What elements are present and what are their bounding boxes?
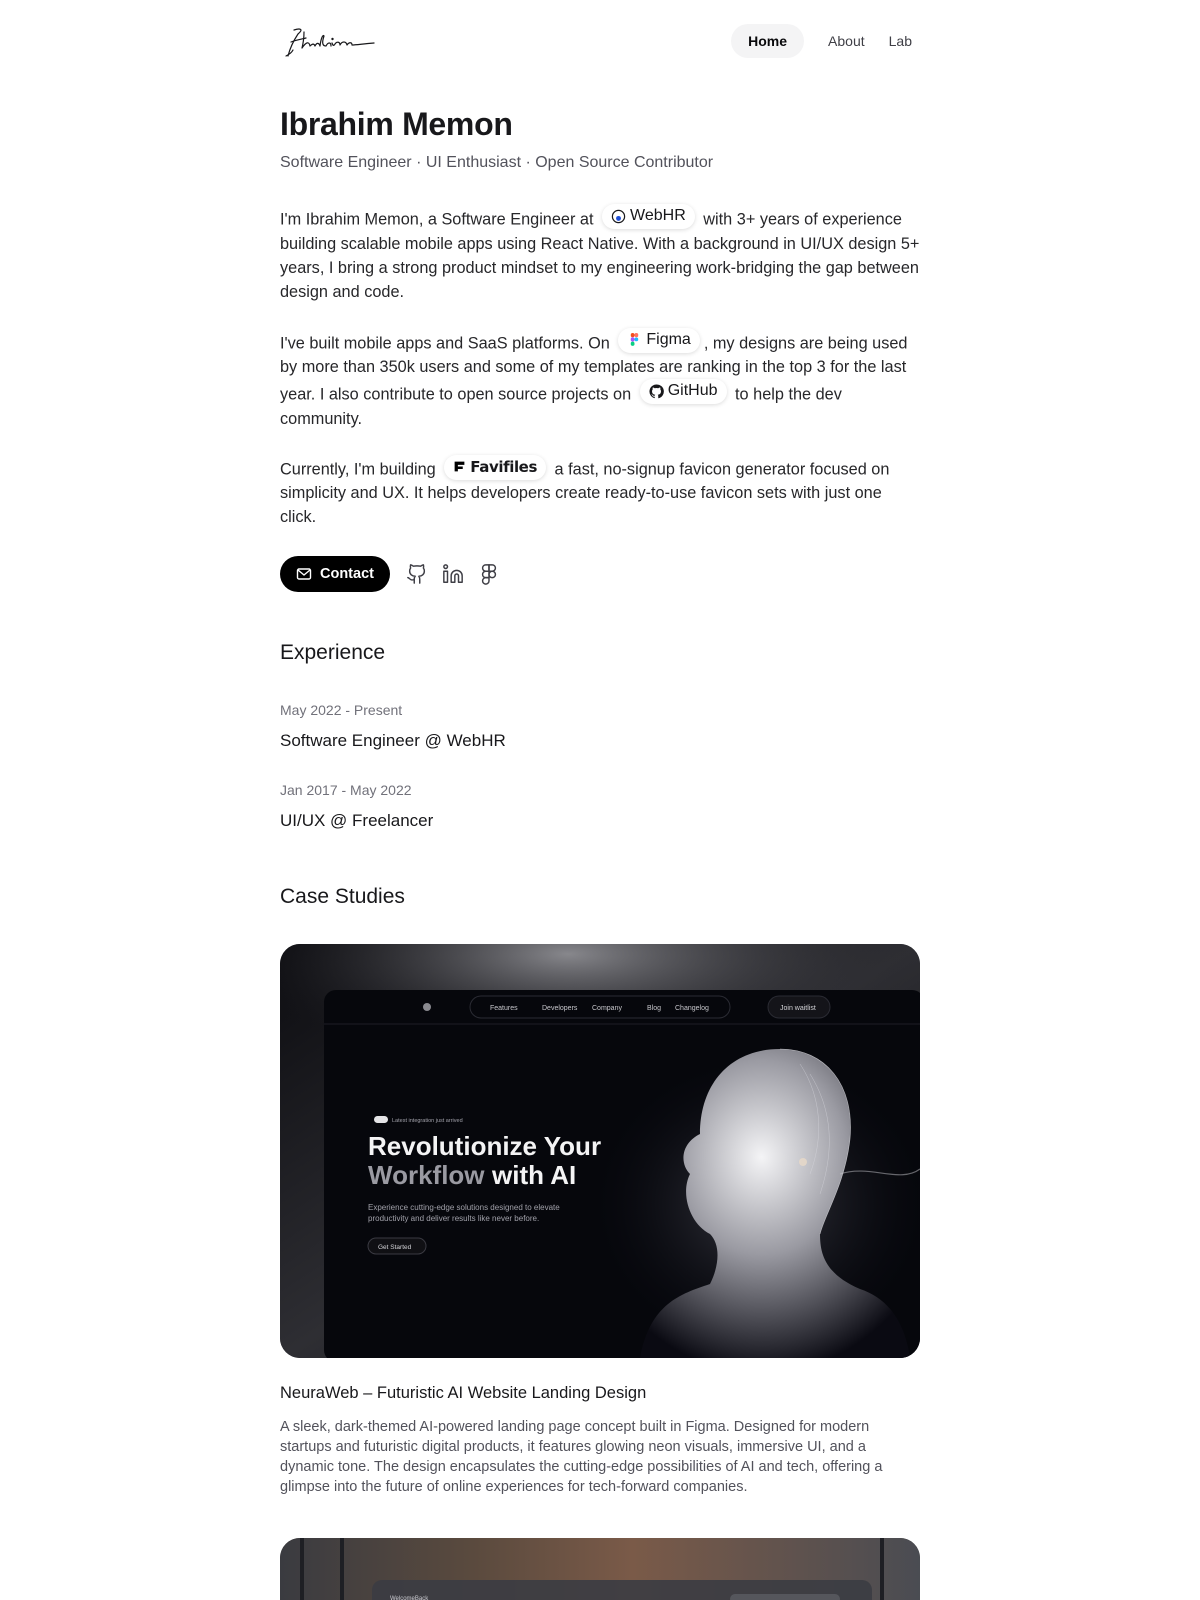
contact-button[interactable] <box>280 556 390 592</box>
contact-actions <box>280 556 500 592</box>
case-study-image[interactable] <box>280 1538 920 1600</box>
site-header <box>280 22 920 62</box>
preview-nav-item: Features <box>490 1005 518 1012</box>
nav-lab[interactable]: Lab <box>888 33 912 49</box>
favifiles-chip-label: Favifiles <box>470 457 537 476</box>
preview-cta: Join waitlist <box>780 1005 816 1012</box>
favifiles-icon <box>453 460 466 473</box>
preview-label: WelcomeBack <box>390 1596 429 1600</box>
bio-text: I've built mobile apps and SaaS platforms. On <box>280 334 610 352</box>
experience-role: Software Engineer @ WebHR <box>280 731 506 750</box>
linkedin-icon <box>442 563 464 585</box>
webhr-icon <box>611 209 626 224</box>
figma-icon <box>627 332 642 347</box>
bio-paragraph-2 <box>280 328 920 431</box>
mail-icon <box>296 566 312 582</box>
preview-subtext: productivity and deliver results like never before. <box>368 1214 540 1223</box>
preview-nav-item: Company <box>592 1005 622 1012</box>
nav-about[interactable]: About <box>828 33 865 49</box>
neuraweb-preview <box>280 944 920 1358</box>
experience-date: May 2022 - Present <box>280 702 403 718</box>
case-studies-title: Case Studies <box>280 885 405 908</box>
github-chip-label: GitHub <box>667 382 718 399</box>
bio-text: I'm Ibrahim Memon, a Software Engineer at <box>280 210 594 229</box>
figma-chip[interactable] <box>618 328 699 353</box>
bio-text: Currently, I'm building <box>280 460 436 478</box>
preview-badge: Latest integration just arrived <box>392 1118 463 1124</box>
case-study-description: A sleek, dark-themed AI-powered landing page concept built in Figma. Designed for modern startups and futuristic digital products, it features glowing neon visuals, immersive UI, and a dynamic tone. The design encapsulates the cutting-edge possibilities of AI and tech, offering a glimpse into the future of online experiences for tech-forward companies. <box>280 1419 883 1495</box>
main-nav <box>723 24 920 58</box>
bio-text: to help the dev community. <box>280 385 842 428</box>
bio-text: , my designs are being used by more than 350k users and some of my templates are ranking in the top 3 for the last year. I also contribute to open source projects on <box>280 334 908 404</box>
bio <box>280 204 920 553</box>
figma-link[interactable] <box>478 563 500 585</box>
preview-subtext: Experience cutting-edge solutions designed to elevate <box>368 1203 560 1212</box>
case-study-title[interactable]: NeuraWeb – Futuristic AI Website Landing Design <box>280 1384 647 1402</box>
bio-text: a fast, no-signup favicon generator focused on simplicity and UX. It helps developers create ready-to-use favicon sets with just one click. <box>280 460 890 526</box>
figma-icon <box>478 563 500 585</box>
figma-chip-label: Figma <box>646 330 691 348</box>
bio-paragraph-3 <box>280 455 920 530</box>
experience-role: UI/UX @ Freelancer <box>280 811 434 830</box>
experience-date: Jan 2017 - May 2022 <box>280 782 412 798</box>
preview-nav-item: Changelog <box>675 1005 709 1012</box>
preview-headline-accent: Workflow <box>368 1160 485 1190</box>
favifiles-chip[interactable] <box>444 455 546 480</box>
github-icon <box>406 563 428 585</box>
experience-title: Experience <box>280 641 386 664</box>
github-link[interactable] <box>406 563 428 585</box>
bio-text: with 3+ years of experience building scalable mobile apps using React Native. With a background in UI/UX design 5+ years, I bring a strong product mindset to my engineering work-bridging the gap between design and code. <box>280 210 920 301</box>
page-title: Ibrahim Memon <box>280 106 513 142</box>
nav-home[interactable]: Home <box>731 24 804 58</box>
webhr-chip[interactable] <box>602 204 695 229</box>
preview-nav-item: Blog <box>647 1005 662 1012</box>
preview-button: Get Started <box>378 1244 412 1251</box>
case-study-image[interactable] <box>280 944 920 1358</box>
webhr-chip-label: WebHR <box>630 207 686 224</box>
preview-nav-item: Developers <box>542 1005 578 1012</box>
preview-headline: Revolutionize Your <box>368 1131 602 1161</box>
signature-logo[interactable] <box>282 24 378 60</box>
bio-paragraph-1 <box>280 204 920 304</box>
linkedin-link[interactable] <box>442 563 464 585</box>
contact-button-label: Contact <box>320 566 374 582</box>
second-case-preview <box>280 1538 920 1600</box>
preview-headline: with AI <box>492 1160 577 1190</box>
github-chip[interactable] <box>640 379 727 404</box>
github-icon <box>649 384 664 399</box>
tagline: Software Engineer · UI Enthusiast · Open Source Contributor <box>280 154 714 171</box>
